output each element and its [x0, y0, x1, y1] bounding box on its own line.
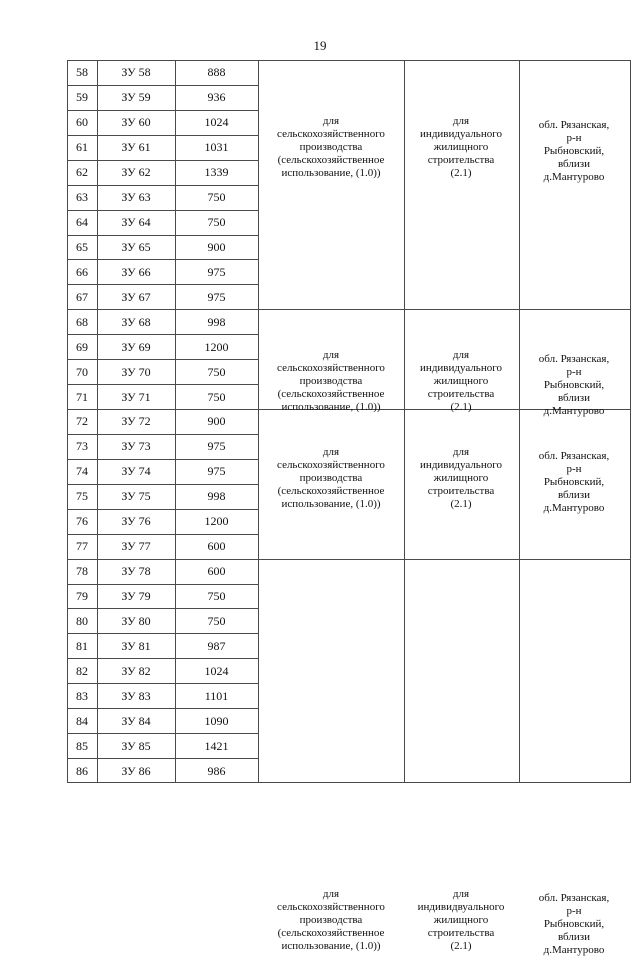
parcel-code: ЗУ 70: [121, 364, 151, 379]
parcel-area: 750: [207, 389, 226, 404]
land-category-line: для: [322, 887, 340, 900]
row-number: 73: [76, 439, 88, 454]
parcel-code: ЗУ 63: [121, 190, 151, 205]
location-line: д.Мантурово: [543, 943, 605, 956]
parcel-code: ЗУ 60: [121, 115, 151, 130]
land-category-line: использование, (1.0)): [281, 401, 381, 414]
row-number: 82: [76, 663, 88, 678]
permitted-use: [405, 446, 517, 511]
page-number: 19: [313, 38, 327, 53]
row-number: 80: [76, 613, 88, 628]
row-number: 74: [76, 464, 88, 479]
parcel-area: 888: [207, 65, 226, 80]
parcel-code: ЗУ 79: [121, 589, 151, 603]
permitted-use-line: (2.1): [450, 166, 472, 179]
land-category-line: (сельскохозяйственное: [277, 153, 385, 166]
land-category-line: использование, (1.0)): [281, 498, 381, 511]
permitted-use-line: строительства: [427, 153, 495, 166]
parcel-area: 975: [207, 439, 226, 454]
location-line: вблизи: [558, 930, 590, 943]
permitted-use: [405, 888, 517, 953]
row-number: 75: [76, 489, 88, 504]
location: [520, 119, 628, 184]
parcel-code: ЗУ 69: [121, 339, 151, 354]
location-line: д.Мантурово: [543, 502, 605, 515]
row-number: 71: [76, 389, 88, 404]
location-line: обл. Рязанская,: [538, 891, 610, 904]
location-line: д.Мантурово: [543, 170, 605, 183]
land-category: [260, 446, 402, 511]
row-number: 72: [76, 414, 88, 429]
row-number: 77: [76, 539, 88, 554]
parcel-code: ЗУ 66: [121, 264, 151, 279]
parcel-code: ЗУ 81: [121, 638, 151, 653]
land-category-line: (сельскохозяйственное: [277, 388, 385, 401]
land-category-line: производства: [299, 913, 363, 926]
location-line: вблизи: [558, 157, 590, 170]
row-number: 60: [76, 115, 88, 130]
parcel-area: 1024: [204, 115, 229, 130]
parcel-area: 1421: [204, 738, 229, 753]
parcel-code: ЗУ 82: [121, 663, 151, 678]
location-line: Рыбновский,: [543, 476, 605, 489]
permitted-use-line: для: [452, 114, 470, 127]
location-line: Рыбновский,: [543, 379, 605, 392]
parcel-area: 900: [207, 414, 226, 429]
permitted-use-line: жилищного: [433, 913, 489, 926]
land-category-line: производства: [299, 140, 363, 153]
location-line: р-н: [566, 463, 582, 476]
location-line: обл. Рязанская,: [538, 118, 610, 131]
location-line: вблизи: [558, 392, 590, 405]
location-line: р-н: [566, 904, 582, 917]
land-category-line: использование, (1.0)): [281, 939, 381, 952]
land-category: [260, 349, 402, 414]
row-number: 64: [76, 215, 88, 230]
parcel-area: 998: [207, 314, 226, 329]
row-number: 84: [76, 713, 88, 728]
location: [520, 892, 628, 957]
parcel-area: 900: [207, 239, 226, 254]
parcel-code: ЗУ 65: [121, 239, 151, 254]
location-line: Рыбновский,: [543, 144, 605, 157]
land-category-line: (сельскохозяйственное: [277, 485, 385, 498]
row-number: 59: [76, 90, 88, 105]
location-line: д.Мантурово: [543, 405, 605, 418]
row-number: 85: [76, 738, 88, 753]
parcel-area: 987: [207, 638, 226, 653]
land-category-line: производства: [299, 472, 363, 485]
permitted-use: [405, 115, 517, 180]
row-number: 70: [76, 364, 88, 379]
parcel-area: 975: [207, 264, 226, 279]
permitted-use: [405, 349, 517, 414]
column-border: [630, 60, 631, 783]
row-number: 86: [76, 763, 88, 778]
parcel-area: 1200: [204, 514, 229, 529]
location-line: обл. Рязанская,: [538, 450, 610, 463]
location-line: р-н: [566, 131, 582, 144]
parcel-code: ЗУ 61: [121, 140, 151, 155]
location-line: Рыбновский,: [543, 917, 605, 930]
permitted-use-line: индивидуального: [420, 127, 502, 140]
permitted-use-line: жилищного: [433, 375, 489, 388]
parcel-table: [67, 60, 631, 956]
parcel-area: 1200: [204, 339, 229, 354]
land-category-line: для: [322, 349, 340, 362]
row-number: 65: [76, 239, 88, 254]
parcel-area: 750: [207, 589, 226, 603]
permitted-use-line: строительства: [427, 388, 495, 401]
parcel-area: 750: [207, 364, 226, 379]
parcel-code: ЗУ 84: [121, 713, 151, 728]
parcel-area: 1101: [204, 688, 229, 703]
parcel-area: 1024: [204, 663, 229, 678]
parcel-code: ЗУ 75: [121, 489, 151, 504]
land-category-line: для: [322, 114, 340, 127]
parcel-code: ЗУ 77: [121, 539, 151, 554]
parcel-code: ЗУ 85: [121, 738, 151, 753]
permitted-use-line: (2.1): [450, 401, 472, 414]
location-line: обл. Рязанская,: [538, 353, 610, 366]
land-category-line: сельскохозяйственного: [277, 127, 385, 140]
permitted-use-line: индивидуального: [420, 362, 502, 375]
parcel-code: ЗУ 59: [121, 90, 151, 105]
row-number: 66: [76, 264, 88, 279]
row-number: 68: [76, 314, 88, 329]
parcel-area: 936: [207, 90, 226, 105]
permitted-use-line: индивидвуального: [417, 900, 505, 913]
location-line: р-н: [566, 366, 582, 379]
parcel-area: 1090: [204, 713, 229, 728]
parcel-area: 600: [207, 539, 226, 554]
parcel-area: 998: [207, 489, 226, 504]
row-number: 81: [76, 638, 88, 653]
location: [520, 353, 628, 418]
parcel-code: ЗУ 71: [121, 389, 151, 404]
parcel-area: 750: [207, 190, 226, 205]
parcel-area: 986: [207, 763, 226, 778]
permitted-use-line: жилищного: [433, 140, 489, 153]
row-number: 76: [76, 514, 88, 529]
land-category-line: для: [322, 446, 340, 459]
parcel-code: ЗУ 76: [121, 514, 151, 529]
parcel-area: 1339: [204, 165, 229, 180]
parcel-area: 975: [207, 289, 226, 304]
permitted-use-line: строительства: [427, 485, 495, 498]
column-border: [258, 60, 259, 783]
land-category-line: использование, (1.0)): [281, 166, 381, 179]
parcel-code: ЗУ 58: [121, 65, 151, 80]
land-category: [260, 888, 402, 953]
permitted-use-line: для: [452, 349, 470, 362]
permitted-use-line: для: [452, 887, 470, 900]
land-category-line: сельскохозяйственного: [277, 459, 385, 472]
parcel-code: ЗУ 80: [121, 613, 151, 628]
permitted-use-line: (2.1): [450, 498, 472, 511]
parcel-area: 1031: [204, 140, 229, 155]
parcel-area: 600: [207, 564, 226, 579]
parcel-code: ЗУ 68: [121, 314, 151, 329]
parcel-area: 750: [207, 215, 226, 230]
parcel-code: ЗУ 67: [121, 289, 151, 304]
row-number: 69: [76, 339, 88, 354]
permitted-use-line: (2.1): [450, 939, 472, 952]
parcel-area: 750: [207, 613, 226, 628]
row-number: 58: [76, 65, 88, 80]
row-number: 63: [76, 190, 88, 205]
row-number: 79: [76, 589, 88, 603]
permitted-use-line: индивидуального: [420, 459, 502, 472]
row-number: 61: [76, 140, 88, 155]
row-number: 83: [76, 688, 88, 703]
parcel-area: 975: [207, 464, 226, 479]
parcel-code: ЗУ 74: [121, 464, 151, 479]
parcel-code: ЗУ 86: [121, 763, 151, 778]
parcel-code: ЗУ 78: [121, 564, 151, 579]
permitted-use-line: строительства: [427, 926, 495, 939]
row-number: 67: [76, 289, 88, 304]
land-category: [260, 115, 402, 180]
parcel-code: ЗУ 73: [121, 439, 151, 454]
parcel-code: ЗУ 62: [121, 165, 151, 180]
land-category-line: сельскохозяйственного: [277, 362, 385, 375]
permitted-use-line: для: [452, 446, 470, 459]
parcel-code: ЗУ 72: [121, 414, 151, 429]
permitted-use-line: жилищного: [433, 472, 489, 485]
land-category-line: (сельскохозяйственное: [277, 926, 385, 939]
row-number: 62: [76, 165, 88, 180]
parcel-code: ЗУ 83: [121, 688, 151, 703]
land-category-line: производства: [299, 375, 363, 388]
parcel-code: ЗУ 64: [121, 215, 151, 230]
location-line: вблизи: [558, 489, 590, 502]
land-category-line: сельскохозяйственного: [277, 900, 385, 913]
location: [520, 450, 628, 515]
row-number: 78: [76, 564, 88, 579]
